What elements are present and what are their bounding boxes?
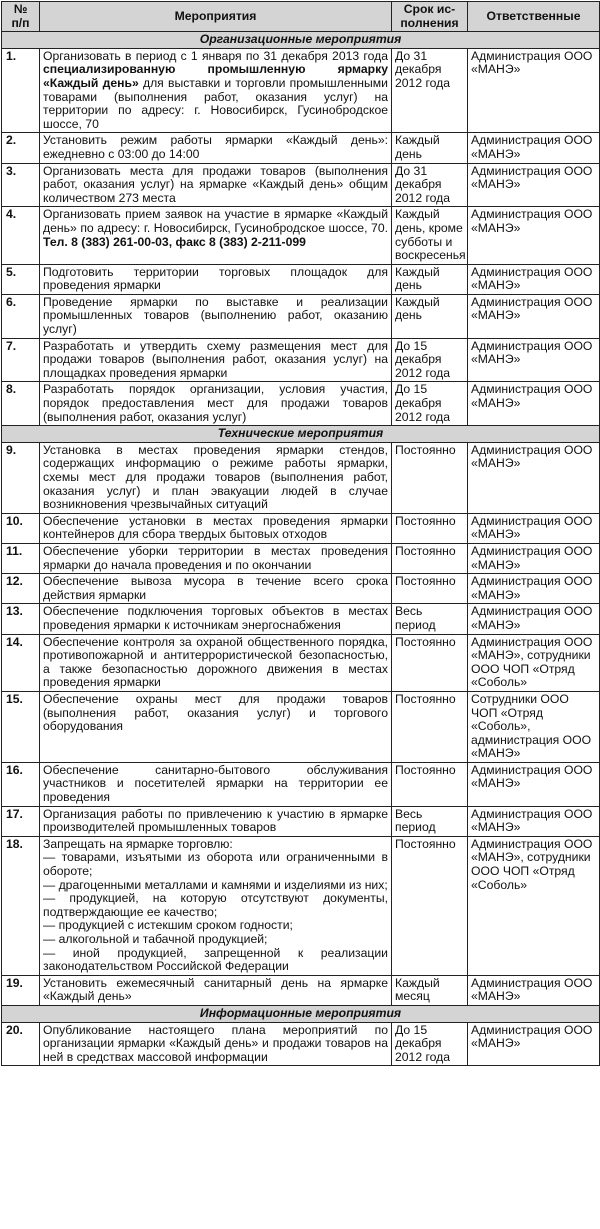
table-row: [2, 264, 600, 294]
section-row: [2, 426, 600, 443]
row-number: 14.: [2, 634, 40, 691]
table-row: [2, 806, 600, 836]
row-number: 9.: [2, 442, 40, 513]
row-number: 2.: [2, 133, 40, 163]
row-deadline: Постоянно: [392, 836, 468, 975]
events-plan-table: [1, 1, 600, 1066]
row-number: 4.: [2, 207, 40, 264]
row-number: 3.: [2, 163, 40, 207]
row-responsible: Администрация ООО «МАНЭ»: [468, 382, 600, 426]
row-number: 17.: [2, 806, 40, 836]
row-event: Обеспечение контроля за охраной общественного порядка, противопожарной и антитеррористической безопасностью, а также безопасностью дорожного движения в местах проведения ярмарки: [40, 634, 392, 691]
row-deadline: Постоянно: [392, 574, 468, 604]
row-deadline: Постоянно: [392, 762, 468, 806]
row-deadline: Постоянно: [392, 691, 468, 762]
event-text-part: Организовать в период с 1 января по 31 декабря 2013 года: [43, 48, 388, 63]
row-responsible: Администрация ООО «МАНЭ»: [468, 207, 600, 264]
event-line: — алкогольной и табачной продукцией;: [43, 932, 268, 946]
row-deadline: Постоянно: [392, 543, 468, 573]
section-row: [2, 1005, 600, 1022]
event-text-part: специализированную промышленную ярмарку «Каждый день»: [43, 62, 388, 90]
row-deadline: Каждый месяц: [392, 975, 468, 1005]
row-responsible: Администрация ООО «МАНЭ»: [468, 574, 600, 604]
row-deadline: До 15 декабря 2012 года: [392, 338, 468, 382]
header-number: № п/п: [2, 2, 40, 32]
table-row: [2, 294, 600, 338]
row-event: Опубликование настоящего плана мероприятий по организации ярмарки «Каждый день» и продажи товаров на ней в средствах массовой информации: [40, 1022, 392, 1066]
row-responsible: Сотрудники ООО ЧОП «Отряд «Соболь», администрация ООО «МАНЭ»: [468, 691, 600, 762]
row-responsible: Администрация ООО «МАНЭ»: [468, 442, 600, 513]
row-number: 18.: [2, 836, 40, 975]
header-responsible: Ответственные: [468, 2, 600, 32]
table-row: [2, 133, 600, 163]
row-event: Организация работы по привлечению к участию в ярмарке производителей промышленных товаров: [40, 806, 392, 836]
table-row: [2, 382, 600, 426]
row-deadline: Постоянно: [392, 513, 468, 543]
row-responsible: Администрация ООО «МАНЭ»: [468, 806, 600, 836]
section-title: Информационные мероприятия: [2, 1005, 600, 1022]
row-responsible: Администрация ООО «МАНЭ», сотрудники ООО ЧОП «Отряд «Соболь»: [468, 836, 600, 975]
row-responsible: Администрация ООО «МАНЭ»: [468, 543, 600, 573]
row-responsible: Администрация ООО «МАНЭ»: [468, 133, 600, 163]
row-event: Обеспечение санитарно-бытового обслуживания участников и посетителей ярмарки на территории ее проведения: [40, 762, 392, 806]
row-responsible: Администрация ООО «МАНЭ»: [468, 604, 600, 634]
row-event: [40, 48, 392, 133]
row-deadline: Весь период: [392, 604, 468, 634]
row-event: Обеспечение подключения торговых объектов в местах проведения ярмарки к источникам энергоснабжения: [40, 604, 392, 634]
row-deadline: До 15 декабря 2012 года: [392, 382, 468, 426]
row-number: 5.: [2, 264, 40, 294]
row-deadline: До 31 декабря 2012 года: [392, 48, 468, 133]
row-deadline: Каждый день: [392, 264, 468, 294]
table-row: [2, 48, 600, 133]
table-row: [2, 1022, 600, 1066]
row-event: Обеспечение уборки территории в местах проведения ярмарки до начала проведения и по окончании: [40, 543, 392, 573]
event-text-part: Организовать прием заявок на участие в ярмарке «Каждый день» по адресу: г. Новосибирск, Гусинобродское шоссе, 70.: [43, 207, 388, 235]
section-title: Технические мероприятия: [2, 426, 600, 443]
row-responsible: Администрация ООО «МАНЭ»: [468, 1022, 600, 1066]
row-event: Установить режим работы ярмарки «Каждый день»: ежедневно с 03:00 до 14:00: [40, 133, 392, 163]
row-event: Обеспечение установки в местах проведения ярмарки контейнеров для сбора твердых бытовых отходов: [40, 513, 392, 543]
table-row: [2, 836, 600, 975]
row-responsible: Администрация ООО «МАНЭ»: [468, 48, 600, 133]
row-deadline: Каждый день, кроме субботы и воскресенья: [392, 207, 468, 264]
row-event: Обеспечение вывоза мусора в течение всего срока действия ярмарки: [40, 574, 392, 604]
row-event: Организовать места для продажи товаров (выполнения работ, оказания услуг) на ярмарке «Каждый день» общим количеством 273 места: [40, 163, 392, 207]
row-event: Установка в местах проведения ярмарки стендов, содержащих информацию о режиме работы ярмарки, схемы мест для продажи товаров (выполнения работ, оказания услуг) и план эвакуации людей в случае возникновения чрезвычайных ситуаций: [40, 442, 392, 513]
header-deadline: Срок ис- полнения: [392, 2, 468, 32]
row-responsible: Администрация ООО «МАНЭ»: [468, 513, 600, 543]
table-row: [2, 574, 600, 604]
row-responsible: Администрация ООО «МАНЭ»: [468, 294, 600, 338]
event-text-part: для выставки и торговли промышленными товарами (выполнения работ, оказания услуг) на территории по адресу: г. Новосибирск, Гусинобродское шоссе, 70: [43, 75, 388, 131]
section-title: Организационные мероприятия: [2, 32, 600, 49]
row-number: 19.: [2, 975, 40, 1005]
row-deadline: Каждый день: [392, 294, 468, 338]
event-line: — иной продукцией, запрещенной к реализации законодательством Российской Федерации: [43, 945, 388, 974]
row-number: 1.: [2, 48, 40, 133]
table-body: [2, 32, 600, 1066]
row-event: Проведение ярмарки по выставке и реализации промышленных товаров (выполнению работ, оказанию услуг): [40, 294, 392, 338]
event-line: — продукцией, на которую отсутствуют документы, подтверждающие ее качество;: [43, 891, 388, 919]
row-deadline: Каждый день: [392, 133, 468, 163]
row-number: 8.: [2, 382, 40, 426]
row-event: Обеспечение охраны мест для продажи товаров (выполнения работ, оказания услуг) и торгового оборудования: [40, 691, 392, 762]
table-row: [2, 604, 600, 634]
table-row: [2, 543, 600, 573]
table-row: [2, 442, 600, 513]
row-deadline: До 31 декабря 2012 года: [392, 163, 468, 207]
row-event: [40, 207, 392, 264]
table-row: [2, 762, 600, 806]
table-row: [2, 207, 600, 264]
row-event: Разработать и утвердить схему размещения мест для продажи товаров (выполнения работ, оказания услуг) на площадках проведения ярмарки: [40, 338, 392, 382]
row-responsible: Администрация ООО «МАНЭ»: [468, 762, 600, 806]
row-event: [40, 836, 392, 975]
event-text-part: Тел. 8 (383) 261-00-03, факс 8 (383) 2-211-099: [43, 234, 306, 249]
row-responsible: Администрация ООО «МАНЭ»: [468, 338, 600, 382]
table-row: [2, 691, 600, 762]
table-row: [2, 338, 600, 382]
row-deadline: Постоянно: [392, 634, 468, 691]
section-row: [2, 32, 600, 49]
event-line: — товарами, изъятыми из оборота или ограниченными в обороте;: [43, 850, 388, 879]
table-row: [2, 634, 600, 691]
table-row: [2, 513, 600, 543]
row-responsible: Администрация ООО «МАНЭ»: [468, 264, 600, 294]
row-number: 16.: [2, 762, 40, 806]
row-number: 15.: [2, 691, 40, 762]
row-responsible: Администрация ООО «МАНЭ», сотрудники ООО ЧОП «Отряд «Соболь»: [468, 634, 600, 691]
row-number: 12.: [2, 574, 40, 604]
event-line: Запрещать на ярмарке торговлю:: [43, 836, 233, 851]
row-deadline: Весь период: [392, 806, 468, 836]
event-line: — драгоценными металлами и камнями и изделиями из них;: [43, 877, 388, 892]
header-event: Мероприятия: [40, 2, 392, 32]
table-row: [2, 975, 600, 1005]
row-number: 10.: [2, 513, 40, 543]
row-number: 20.: [2, 1022, 40, 1066]
row-event: Разработать порядок организации, условия участия, порядок предоставления мест для продажи товаров (выполнения работ, оказания услуг): [40, 382, 392, 426]
row-responsible: Администрация ООО «МАНЭ»: [468, 163, 600, 207]
table-header-row: [2, 2, 600, 32]
row-number: 13.: [2, 604, 40, 634]
row-event: Подготовить территории торговых площадок для проведения ярмарки: [40, 264, 392, 294]
row-number: 6.: [2, 294, 40, 338]
event-line: — продукцией с истекшим сроком годности;: [43, 918, 293, 933]
row-number: 11.: [2, 543, 40, 573]
row-responsible: Администрация ООО «МАНЭ»: [468, 975, 600, 1005]
row-deadline: Постоянно: [392, 442, 468, 513]
row-number: 7.: [2, 338, 40, 382]
row-event: Установить ежемесячный санитарный день на ярмарке «Каждый день»: [40, 975, 392, 1005]
table-row: [2, 163, 600, 207]
row-deadline: До 15 декабря 2012 года: [392, 1022, 468, 1066]
